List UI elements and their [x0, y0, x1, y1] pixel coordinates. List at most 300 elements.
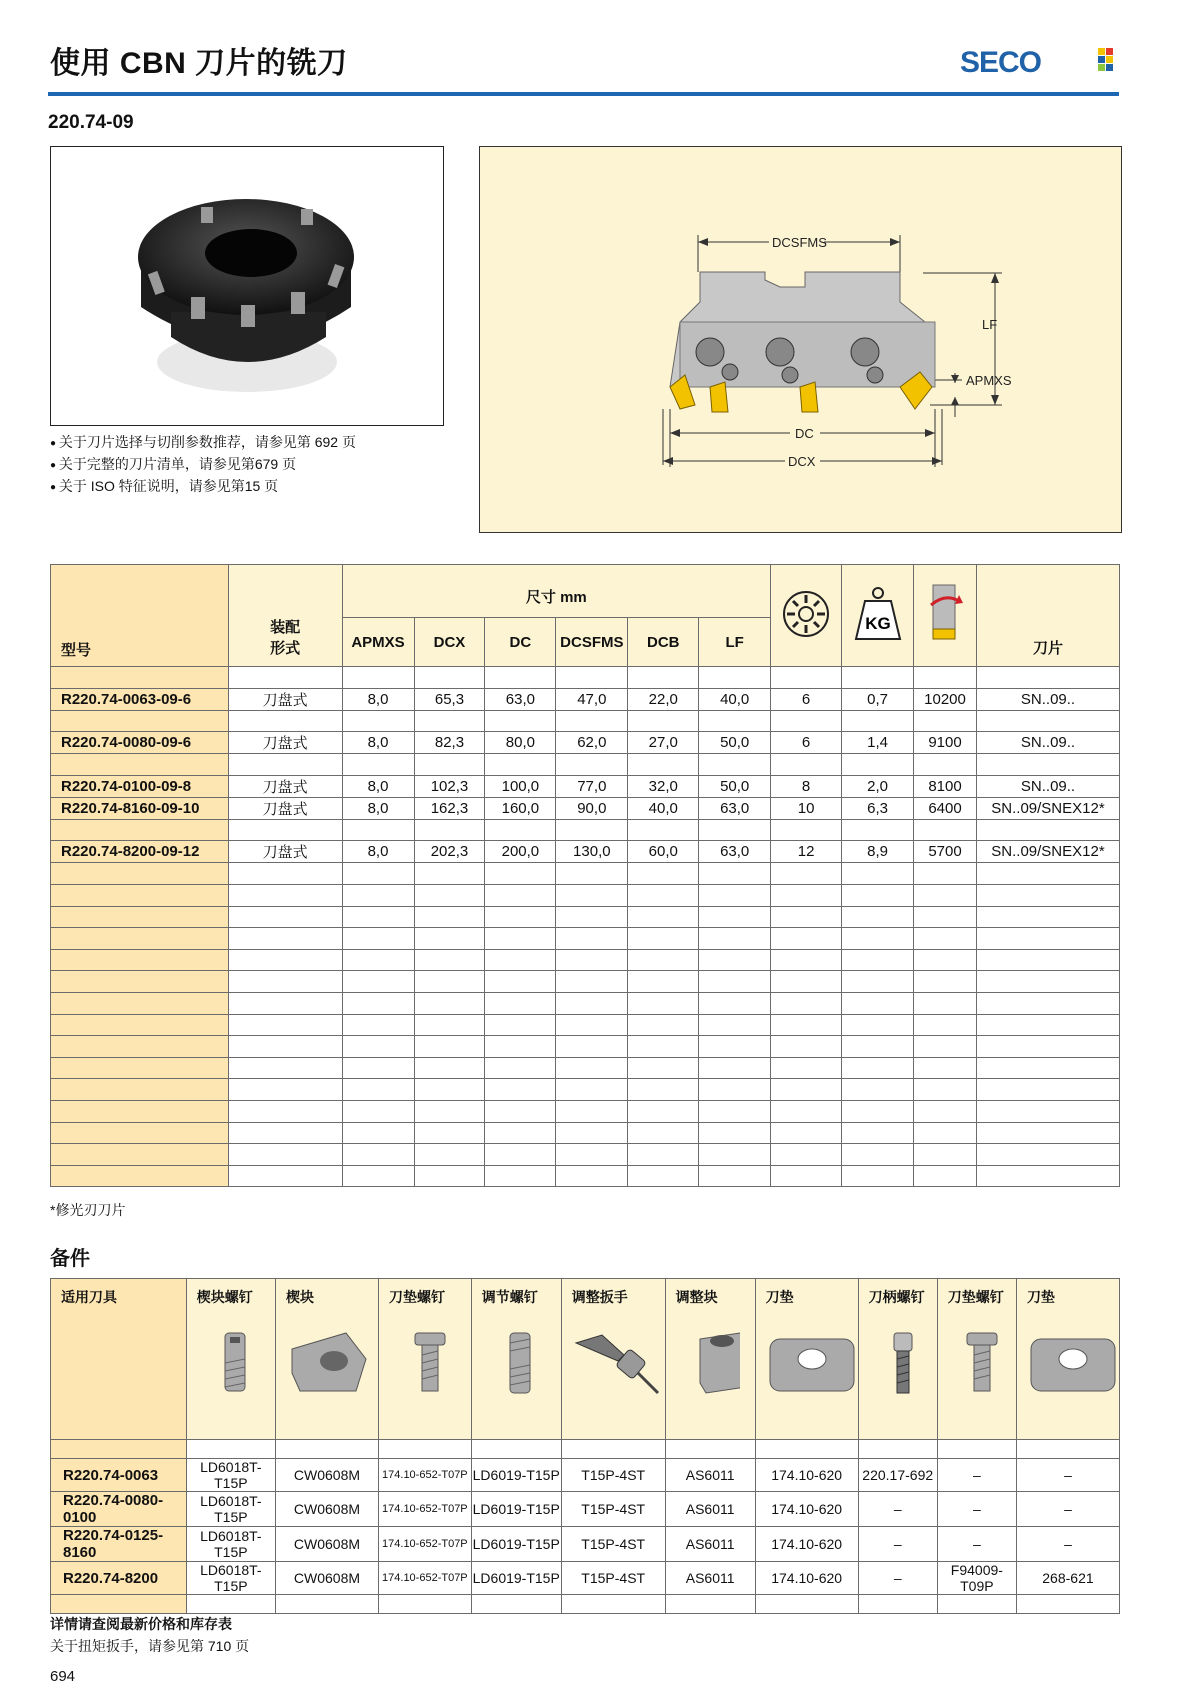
spare-parts-table — [50, 1278, 1120, 1614]
empty-cell — [699, 1036, 771, 1058]
empty-cell — [914, 928, 977, 950]
cell-lf: 40,0 — [699, 688, 771, 710]
cell-part-number: 174.10-652-T07P — [378, 1492, 471, 1527]
cell-lf: 63,0 — [699, 841, 771, 863]
col-part-8 — [858, 1279, 937, 1440]
empty-cell — [342, 754, 414, 776]
cell-part-number: LD6018T-T15P — [186, 1562, 275, 1595]
blank-row — [51, 992, 1120, 1014]
empty-cell — [976, 1100, 1119, 1122]
empty-cell — [228, 1079, 342, 1101]
cell-model: R220.74-0063-09-6 — [51, 688, 229, 710]
cell-apmxs: 8,0 — [342, 688, 414, 710]
empty-cell — [771, 667, 842, 689]
blank-row — [51, 819, 1120, 841]
empty-cell — [914, 884, 977, 906]
empty-cell — [842, 1057, 914, 1079]
cell-dc: 200,0 — [485, 841, 556, 863]
empty-cell — [699, 949, 771, 971]
empty-cell — [628, 949, 699, 971]
empty-cell — [51, 1144, 229, 1166]
empty-cell — [771, 884, 842, 906]
empty-cell — [914, 667, 977, 689]
empty-cell — [842, 819, 914, 841]
col-part-7 — [755, 1279, 858, 1440]
cell-max-rpm: 5700 — [914, 841, 977, 863]
empty-cell — [665, 1440, 755, 1459]
cell-part-number: – — [1016, 1459, 1119, 1492]
empty-cell — [914, 1057, 977, 1079]
col-part-5 — [561, 1279, 665, 1440]
empty-cell — [561, 1595, 665, 1614]
part-header-label: 楔块 — [285, 1289, 314, 1305]
cell-mount: 刀盘式 — [228, 797, 342, 819]
col-insert: 刀片 — [976, 565, 1119, 667]
empty-cell — [771, 1036, 842, 1058]
empty-cell — [628, 992, 699, 1014]
cell-part-number: CW0608M — [275, 1527, 378, 1562]
empty-cell — [628, 1079, 699, 1101]
cell-model: R220.74-0080-09-6 — [51, 732, 229, 754]
col-applicable-tool — [51, 1279, 187, 1440]
empty-cell — [937, 1595, 1016, 1614]
cell-part-number: LD6019-T15P — [471, 1459, 561, 1492]
cell-dcsfms: 77,0 — [556, 775, 628, 797]
cell-part-number: LD6018T-T15P — [186, 1459, 275, 1492]
empty-cell — [228, 710, 342, 732]
blank-row — [51, 1100, 1120, 1122]
empty-cell — [771, 819, 842, 841]
cell-dcx: 162,3 — [414, 797, 485, 819]
empty-cell — [51, 884, 229, 906]
shank-screw-icon — [878, 1329, 928, 1399]
empty-cell — [976, 1144, 1119, 1166]
cell-lf: 50,0 — [699, 775, 771, 797]
empty-cell — [914, 710, 977, 732]
empty-cell — [628, 971, 699, 993]
cell-part-number: 174.10-652-T07P — [378, 1562, 471, 1595]
empty-cell — [228, 1036, 342, 1058]
empty-cell — [771, 1144, 842, 1166]
empty-cell — [342, 667, 414, 689]
cell-part-number: – — [858, 1562, 937, 1595]
empty-cell — [414, 949, 485, 971]
empty-cell — [699, 928, 771, 950]
cell-lf: 63,0 — [699, 797, 771, 819]
cell-apmxs: 8,0 — [342, 841, 414, 863]
empty-cell — [342, 1079, 414, 1101]
empty-cell — [914, 992, 977, 1014]
empty-cell — [342, 992, 414, 1014]
cell-mount: 刀盘式 — [228, 775, 342, 797]
cell-part-number: T15P-4ST — [561, 1562, 665, 1595]
spare-row — [51, 1492, 1120, 1527]
empty-cell — [228, 863, 342, 885]
blank-row — [51, 884, 1120, 906]
part-header-label: 适用刀具 — [61, 1289, 117, 1305]
blank-row — [51, 1165, 1120, 1187]
empty-cell — [51, 819, 229, 841]
empty-cell — [485, 949, 556, 971]
blank-row — [51, 1014, 1120, 1036]
cell-part-number: LD6019-T15P — [471, 1527, 561, 1562]
cell-part-number: CW0608M — [275, 1459, 378, 1492]
cell-part-number: 268-621 — [1016, 1562, 1119, 1595]
empty-cell — [228, 928, 342, 950]
empty-cell — [228, 754, 342, 776]
empty-cell — [976, 1122, 1119, 1144]
empty-cell — [976, 710, 1119, 732]
empty-cell — [1016, 1440, 1119, 1459]
cell-dcsfms: 130,0 — [556, 841, 628, 863]
empty-cell — [485, 928, 556, 950]
empty-cell — [342, 928, 414, 950]
kg-weight-icon — [853, 585, 903, 643]
cell-max-rpm: 8100 — [914, 775, 977, 797]
max-rpm-icon — [925, 581, 965, 647]
empty-cell — [976, 1057, 1119, 1079]
cell-part-number: AS6011 — [665, 1459, 755, 1492]
cell-teeth: 6 — [771, 688, 842, 710]
empty-cell — [771, 710, 842, 732]
empty-cell — [414, 863, 485, 885]
part-header-label: 刀柄螺钉 — [868, 1289, 925, 1305]
empty-cell — [275, 1440, 378, 1459]
col-part-6 — [665, 1279, 755, 1440]
blank-row — [51, 1440, 1120, 1459]
footer-price-note: 详情请查阅最新价格和库存表 — [50, 1616, 232, 1632]
empty-cell — [378, 1595, 471, 1614]
cell-insert: SN..09.. — [976, 732, 1119, 754]
empty-cell — [858, 1595, 937, 1614]
cell-lf: 50,0 — [699, 732, 771, 754]
col-teeth — [771, 565, 842, 667]
empty-cell — [771, 992, 842, 1014]
empty-cell — [556, 971, 628, 993]
cell-part-number: 174.10-652-T07P — [378, 1527, 471, 1562]
empty-cell — [228, 1144, 342, 1166]
empty-cell — [485, 1165, 556, 1187]
cell-part-number: – — [858, 1527, 937, 1562]
empty-cell — [51, 1100, 229, 1122]
empty-cell — [342, 971, 414, 993]
empty-cell — [414, 1122, 485, 1144]
cell-model: R220.74-8200-09-12 — [51, 841, 229, 863]
cell-part-number: LD6018T-T15P — [186, 1527, 275, 1562]
empty-cell — [414, 1100, 485, 1122]
label-dc: DC — [795, 426, 814, 441]
empty-cell — [914, 1014, 977, 1036]
empty-cell — [414, 754, 485, 776]
col-apmxs: APMXS — [342, 618, 414, 667]
empty-cell — [842, 710, 914, 732]
empty-cell — [485, 819, 556, 841]
blank-row — [51, 971, 1120, 993]
empty-cell — [914, 1100, 977, 1122]
empty-cell — [51, 1014, 229, 1036]
blank-row — [51, 1595, 1120, 1614]
cutter-dimension-table — [50, 564, 1120, 1187]
empty-cell — [699, 1144, 771, 1166]
shim-icon — [1027, 1329, 1119, 1399]
empty-cell — [556, 1014, 628, 1036]
empty-cell — [628, 863, 699, 885]
empty-cell — [699, 1014, 771, 1036]
empty-cell — [976, 667, 1119, 689]
empty-cell — [414, 1014, 485, 1036]
empty-cell — [914, 1079, 977, 1101]
empty-cell — [699, 992, 771, 1014]
cell-teeth: 10 — [771, 797, 842, 819]
cell-dcb: 32,0 — [628, 775, 699, 797]
empty-cell — [628, 1122, 699, 1144]
cell-teeth: 6 — [771, 732, 842, 754]
empty-cell — [628, 1014, 699, 1036]
empty-cell — [771, 1122, 842, 1144]
empty-cell — [556, 884, 628, 906]
cell-apmxs: 8,0 — [342, 797, 414, 819]
empty-cell — [556, 1057, 628, 1079]
adjust-screw-icon — [496, 1329, 546, 1399]
empty-cell — [414, 1165, 485, 1187]
empty-cell — [51, 863, 229, 885]
empty-cell — [342, 710, 414, 732]
note-iso: ● 关于 ISO 特征说明，请参见第15 页 — [50, 476, 356, 498]
empty-cell — [842, 1036, 914, 1058]
empty-cell — [842, 1144, 914, 1166]
empty-cell — [842, 863, 914, 885]
empty-cell — [342, 1057, 414, 1079]
cell-part-number: T15P-4ST — [561, 1492, 665, 1527]
empty-cell — [556, 949, 628, 971]
shim-icon — [766, 1329, 858, 1399]
spare-row — [51, 1527, 1120, 1562]
empty-cell — [699, 667, 771, 689]
part-header-label: 刀垫螺钉 — [388, 1289, 445, 1305]
col-part-3 — [378, 1279, 471, 1440]
wedge-icon — [286, 1329, 378, 1399]
empty-cell — [976, 1014, 1119, 1036]
cell-part-number: 174.10-652-T07P — [378, 1459, 471, 1492]
cell-part-number: CW0608M — [275, 1562, 378, 1595]
label-dcx: DCX — [788, 454, 816, 469]
adjust-key-icon — [572, 1329, 664, 1399]
empty-cell — [51, 1122, 229, 1144]
reference-notes — [50, 432, 356, 498]
empty-cell — [414, 710, 485, 732]
empty-cell — [842, 754, 914, 776]
empty-cell — [976, 971, 1119, 993]
cell-insert: SN..09/SNEX12* — [976, 841, 1119, 863]
cell-applicable-tool: R220.74-8200 — [51, 1562, 187, 1595]
empty-cell — [556, 710, 628, 732]
empty-cell — [699, 863, 771, 885]
empty-cell — [556, 1079, 628, 1101]
blank-row — [51, 1079, 1120, 1101]
empty-cell — [976, 863, 1119, 885]
cell-part-number: AS6011 — [665, 1492, 755, 1527]
empty-cell — [976, 884, 1119, 906]
empty-cell — [51, 1595, 187, 1614]
empty-cell — [414, 884, 485, 906]
empty-cell — [485, 906, 556, 928]
empty-cell — [51, 1079, 229, 1101]
empty-cell — [485, 754, 556, 776]
cell-applicable-tool: R220.74-0080-0100 — [51, 1492, 187, 1527]
empty-cell — [628, 754, 699, 776]
empty-cell — [51, 971, 229, 993]
empty-cell — [414, 928, 485, 950]
empty-cell — [771, 863, 842, 885]
empty-cell — [228, 1165, 342, 1187]
empty-cell — [628, 667, 699, 689]
spare-parts-title: 备件 — [50, 1248, 90, 1270]
col-part-4 — [471, 1279, 561, 1440]
empty-cell — [976, 1165, 1119, 1187]
empty-cell — [914, 906, 977, 928]
empty-cell — [914, 1036, 977, 1058]
empty-cell — [842, 992, 914, 1014]
empty-cell — [414, 992, 485, 1014]
empty-cell — [414, 1057, 485, 1079]
blank-row — [51, 949, 1120, 971]
empty-cell — [842, 1122, 914, 1144]
empty-cell — [228, 1014, 342, 1036]
cell-part-number: – — [937, 1492, 1016, 1527]
empty-cell — [414, 819, 485, 841]
empty-cell — [51, 928, 229, 950]
empty-cell — [556, 863, 628, 885]
empty-cell — [186, 1440, 275, 1459]
cell-dcb: 60,0 — [628, 841, 699, 863]
cell-part-number: T15P-4ST — [561, 1527, 665, 1562]
table-row — [51, 688, 1120, 710]
part-header-label: 刀垫 — [765, 1289, 794, 1305]
empty-cell — [378, 1440, 471, 1459]
cell-mount: 刀盘式 — [228, 841, 342, 863]
product-photo — [50, 146, 444, 426]
empty-cell — [914, 819, 977, 841]
empty-cell — [628, 928, 699, 950]
cell-weight: 2,0 — [842, 775, 914, 797]
col-dcb: DCB — [628, 618, 699, 667]
part-header-label: 调整块 — [675, 1289, 718, 1305]
empty-cell — [976, 819, 1119, 841]
empty-cell — [628, 1100, 699, 1122]
empty-cell — [485, 1100, 556, 1122]
empty-cell — [699, 1165, 771, 1187]
part-header-label: 调节螺钉 — [481, 1289, 538, 1305]
empty-cell — [485, 1144, 556, 1166]
empty-cell — [842, 906, 914, 928]
empty-cell — [414, 971, 485, 993]
empty-cell — [485, 1057, 556, 1079]
empty-cell — [51, 1057, 229, 1079]
cell-teeth: 8 — [771, 775, 842, 797]
empty-cell — [755, 1440, 858, 1459]
empty-cell — [556, 1122, 628, 1144]
empty-cell — [556, 1036, 628, 1058]
adjust-block-icon — [690, 1329, 740, 1399]
table-row — [51, 775, 1120, 797]
col-model: 型号 — [51, 565, 229, 667]
cell-part-number: 174.10-620 — [755, 1562, 858, 1595]
empty-cell — [976, 992, 1119, 1014]
empty-cell — [51, 949, 229, 971]
cell-weight: 0,7 — [842, 688, 914, 710]
empty-cell — [51, 1165, 229, 1187]
empty-cell — [414, 906, 485, 928]
table-row — [51, 732, 1120, 754]
empty-cell — [485, 863, 556, 885]
cell-dc: 160,0 — [485, 797, 556, 819]
cell-applicable-tool: R220.74-0063 — [51, 1459, 187, 1492]
empty-cell — [51, 667, 229, 689]
empty-cell — [699, 1100, 771, 1122]
empty-cell — [51, 992, 229, 1014]
cell-dcsfms: 47,0 — [556, 688, 628, 710]
empty-cell — [414, 667, 485, 689]
blank-row — [51, 928, 1120, 950]
empty-cell — [556, 667, 628, 689]
cell-part-number: CW0608M — [275, 1492, 378, 1527]
empty-cell — [51, 906, 229, 928]
empty-cell — [228, 949, 342, 971]
empty-cell — [342, 906, 414, 928]
cell-dcx: 65,3 — [414, 688, 485, 710]
cell-part-number: 220.17-692 — [858, 1459, 937, 1492]
col-max-rpm — [914, 565, 977, 667]
empty-cell — [485, 1014, 556, 1036]
col-part-1 — [186, 1279, 275, 1440]
col-part-10 — [1016, 1279, 1119, 1440]
shim-screw-icon — [405, 1329, 455, 1399]
spare-row — [51, 1459, 1120, 1492]
header-rule — [48, 92, 1119, 96]
empty-cell — [342, 863, 414, 885]
empty-cell — [342, 1122, 414, 1144]
empty-cell — [228, 992, 342, 1014]
cell-dc: 80,0 — [485, 732, 556, 754]
empty-cell — [699, 1057, 771, 1079]
spare-row — [51, 1562, 1120, 1595]
empty-cell — [976, 754, 1119, 776]
cell-apmxs: 8,0 — [342, 732, 414, 754]
cell-dc: 63,0 — [485, 688, 556, 710]
cell-part-number: – — [937, 1459, 1016, 1492]
empty-cell — [976, 1036, 1119, 1058]
empty-cell — [842, 1165, 914, 1187]
empty-cell — [628, 710, 699, 732]
empty-cell — [858, 1440, 937, 1459]
empty-cell — [228, 1122, 342, 1144]
col-lf: LF — [699, 618, 771, 667]
blank-row — [51, 1122, 1120, 1144]
empty-cell — [342, 1165, 414, 1187]
empty-cell — [414, 1144, 485, 1166]
empty-cell — [471, 1595, 561, 1614]
cell-part-number: T15P-4ST — [561, 1459, 665, 1492]
teeth-count-icon — [781, 589, 831, 639]
empty-cell — [485, 992, 556, 1014]
part-header-label: 调整扳手 — [571, 1289, 628, 1305]
empty-cell — [1016, 1595, 1119, 1614]
cell-applicable-tool: R220.74-0125-8160 — [51, 1527, 187, 1562]
empty-cell — [342, 1036, 414, 1058]
empty-cell — [485, 884, 556, 906]
spare-header-row — [51, 1279, 1120, 1440]
cell-max-rpm: 10200 — [914, 688, 977, 710]
